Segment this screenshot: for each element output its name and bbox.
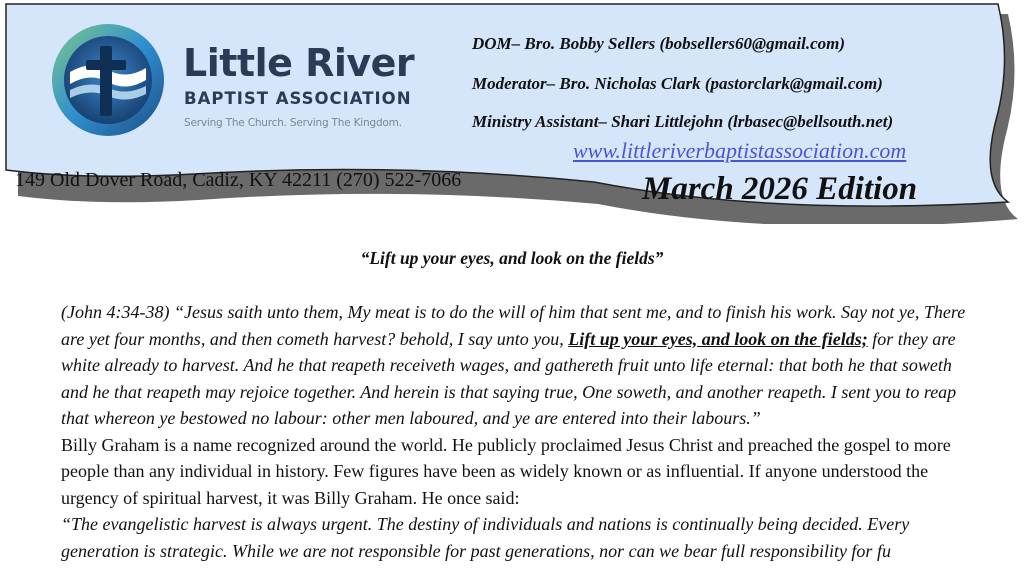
article-body <box>61 299 973 564</box>
edition-title: March 2026 Edition <box>642 171 918 207</box>
website-link[interactable]: www.littleriverbaptistassociation.com <box>573 138 907 163</box>
article-headline: “Lift up your eyes, and look on the fields” <box>360 248 664 268</box>
article-paragraph: Billy Graham is a name recognized around the world. He publicly proclaimed Jesus Christ and preached the gospel to more people than any individual in history. Few figures have been as widely known or as influential. If anyone understood the urgency of spiritual harvest, it was Billy Graham. He once said: <box>61 434 951 508</box>
scripture-emphasis: Lift up your eyes, and look on the fields; <box>568 328 868 349</box>
association-logo <box>50 22 166 138</box>
logo-subtitle: BAPTIST ASSOCIATION <box>184 89 412 108</box>
billy-graham-quote: “The evangelistic harvest is always urgent. The destiny of individuals and nations is continually being decided. Every generation is strategic. While we are not responsible for past generations, nor can we bear full responsibility for fu <box>61 514 910 561</box>
logo-wordmark: Little River <box>183 41 415 85</box>
address: 149 Old Dover Road, Cadiz, KY 42211 (270) 522-7066 <box>15 169 462 191</box>
contact-moderator: Moderator– Bro. Nicholas Clark (pastorclark@gmail.com) <box>472 74 883 93</box>
contact-dom: DOM– Bro. Bobby Sellers (bobsellers60@gmail.com) <box>472 34 846 53</box>
contact-ministry-assistant: Ministry Assistant– Shari Littlejohn (lrbasec@bellsouth.net) <box>472 112 894 131</box>
logo-tagline: Serving The Church. Serving The Kingdom. <box>184 117 402 129</box>
scripture-text-end: for they are white already to harvest. And he that reapeth receiveth wages, and gathereth fruit unto life eternal: that both he that soweth and he that reapeth may rejoice together. And herein is that saying true, One soweth, and another reapeth. I sent you to reap that whereon ye bestowed no labour: other men laboured, and ye are entered into their labours.” <box>61 328 957 428</box>
scripture-text-start: (John 4:34-38) “Jesus saith unto them, My meat is to do the will of him that sent me, and to finish his work. Say not ye, There are yet four months, and then cometh harvest? behold, I say unto you, <box>61 302 966 349</box>
scripture-passage <box>61 299 973 432</box>
